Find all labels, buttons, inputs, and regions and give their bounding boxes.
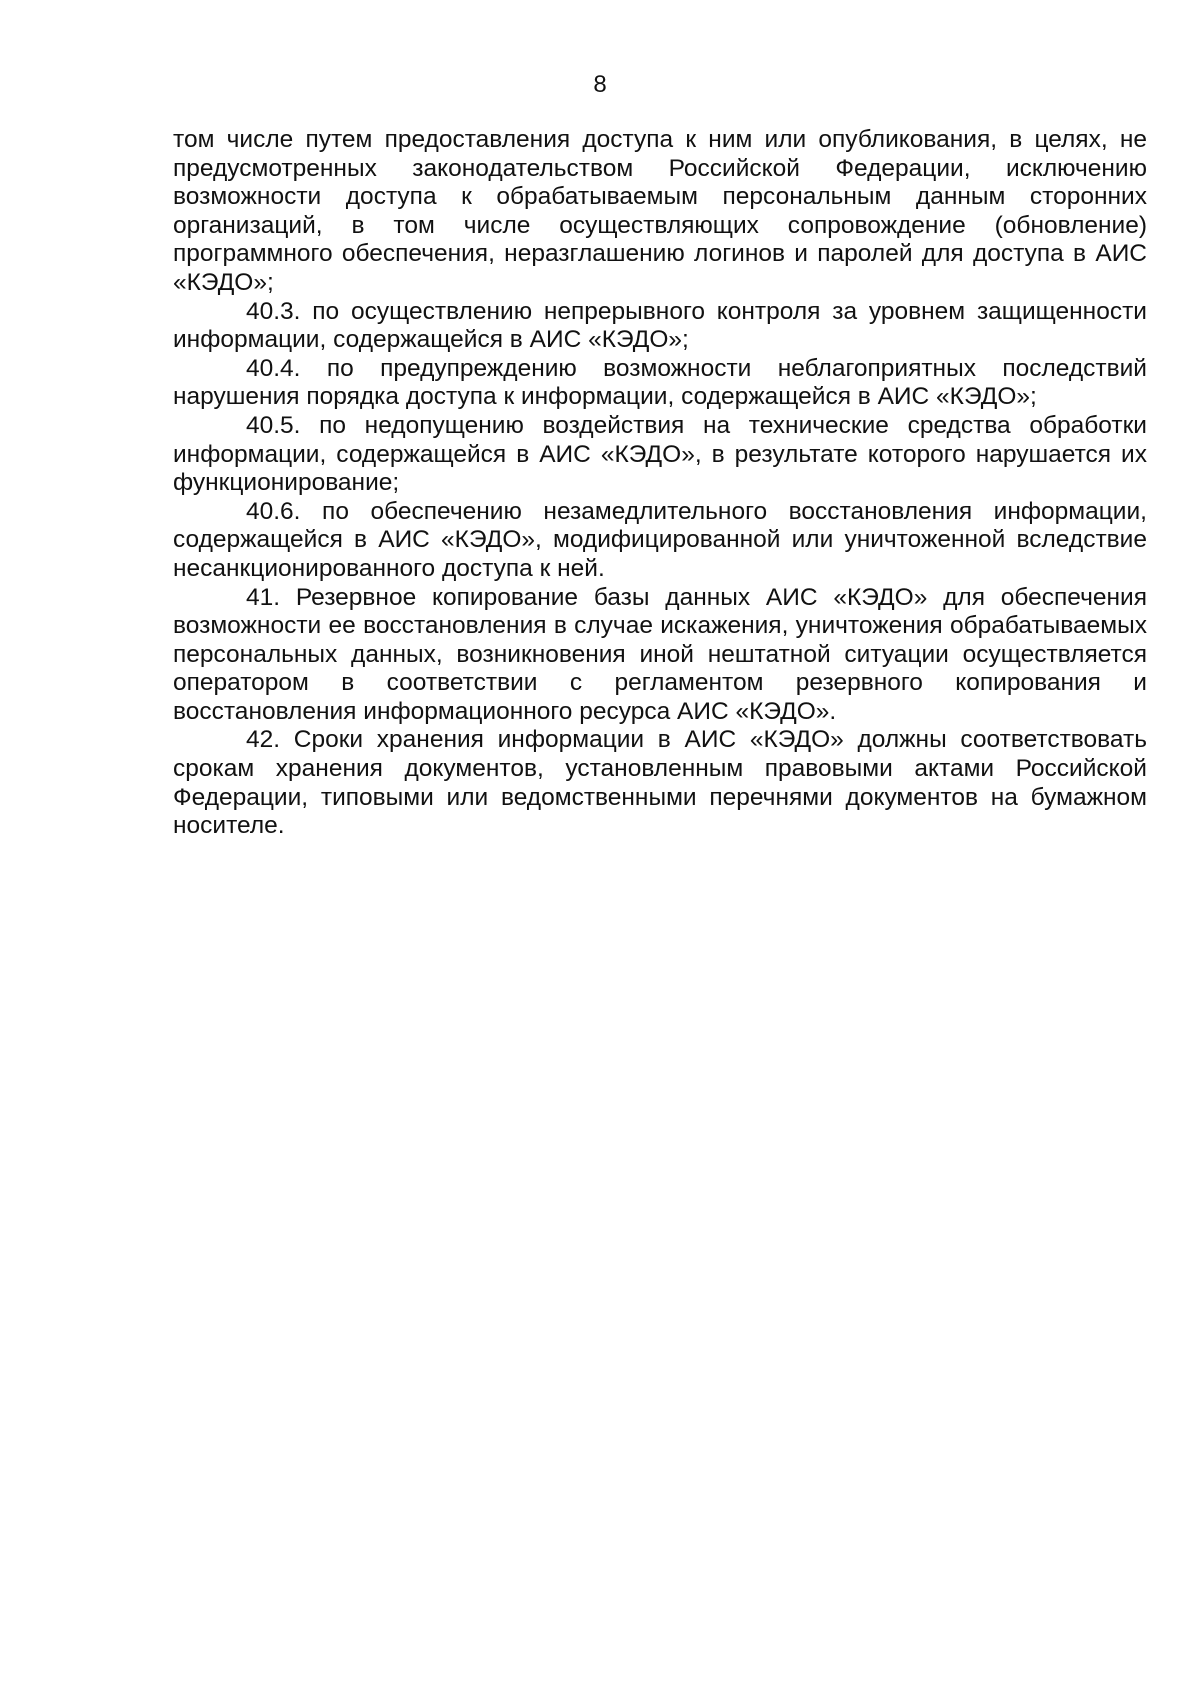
paragraph-continuation: том числе путем предоставления доступа к ним или опубликования, в целях, не предусмотренных законодательством Российской Федерации, исключению возможности доступа к обрабатываемым персональным данным сторонних организаций, в том числе осуществляющих сопровождение (обновление) программного обеспечения, неразглашению логинов и паролей для доступа в АИС «КЭДО»; bbox=[173, 126, 1147, 296]
paragraph-40-5: 40.5. по недопущению воздействия на технические средства обработки информации, содержащейся в АИС «КЭДО», в результате которого нарушается их функционирование; bbox=[173, 411, 1147, 497]
document-body bbox=[173, 126, 1147, 841]
paragraph-40-6: 40.6. по обеспечению незамедлительного восстановления информации, содержащейся в АИС «КЭДО», модифицированной или уничтоженной вследствие несанкционированного доступа к ней. bbox=[173, 497, 1147, 582]
paragraph-41: 41. Резервное копирование базы данных АИС «КЭДО» для обеспечения возможности ее восстановления в случае искажения, уничтожения обрабатываемых персональных данных, возникновения иной нештатной ситуации осуществляется оператором в соответствии с регламентом резервного копирования и восстановления информационного ресурса АИС «КЭДО». bbox=[173, 583, 1147, 725]
page-number: 8 bbox=[593, 71, 607, 98]
paragraph-40-3: 40.3. по осуществлению непрерывного контроля за уровнем защищенности информации, содержащейся в АИС «КЭДО»; bbox=[173, 297, 1147, 354]
paragraph-40-4: 40.4. по предупреждению возможности неблагоприятных последствий нарушения порядка доступа к информации, содержащейся в АИС «КЭДО»; bbox=[173, 354, 1147, 411]
paragraph-42: 42. Сроки хранения информации в АИС «КЭДО» должны соответствовать срокам хранения документов, установленным правовыми актами Российской Федерации, типовыми или ведомственными перечнями документов на бумажном носителе. bbox=[173, 726, 1147, 840]
